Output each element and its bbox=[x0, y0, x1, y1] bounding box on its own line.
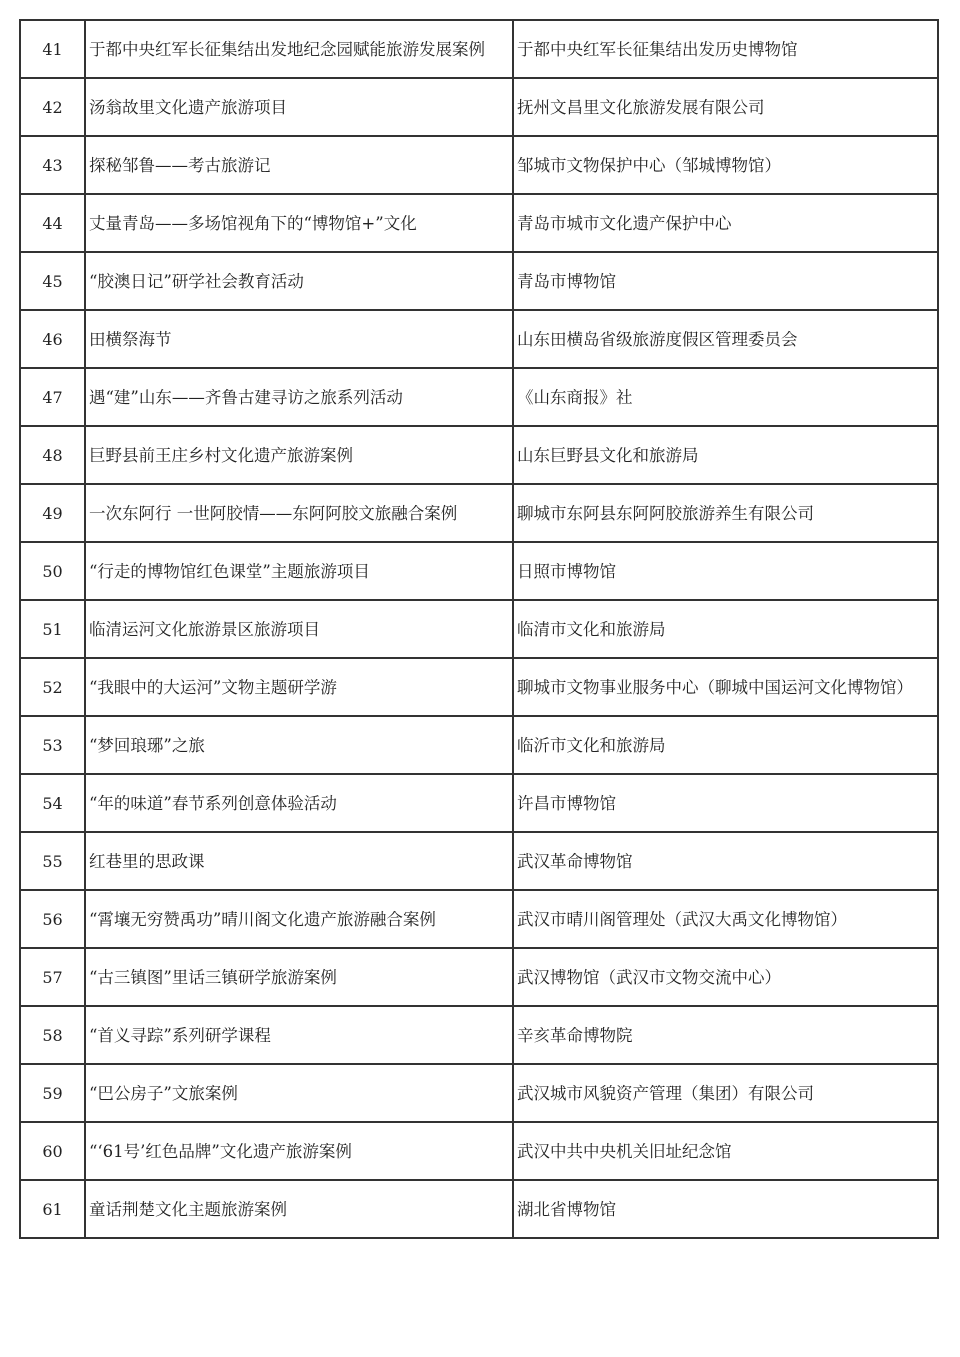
organization-cell: 湖北省博物馆 bbox=[513, 1180, 938, 1238]
row-number-cell: 48 bbox=[20, 426, 85, 484]
row-number-cell: 51 bbox=[20, 600, 85, 658]
row-number-cell: 57 bbox=[20, 948, 85, 1006]
row-number-cell: 56 bbox=[20, 890, 85, 948]
row-number-cell: 42 bbox=[20, 78, 85, 136]
case-name-cell: “古三镇图”里话三镇研学旅游案例 bbox=[85, 948, 513, 1006]
case-name-cell: “首义寻踪”系列研学课程 bbox=[85, 1006, 513, 1064]
table-row bbox=[20, 774, 938, 832]
organization-cell: 抚州文昌里文化旅游发展有限公司 bbox=[513, 78, 938, 136]
case-name-cell: 遇“建”山东——齐鲁古建寻访之旅系列活动 bbox=[85, 368, 513, 426]
table-row bbox=[20, 1122, 938, 1180]
row-number-cell: 54 bbox=[20, 774, 85, 832]
case-name-cell: 童话荆楚文化主题旅游案例 bbox=[85, 1180, 513, 1238]
case-name-cell: “霄壤无穷赞禹功”晴川阁文化遗产旅游融合案例 bbox=[85, 890, 513, 948]
case-name-cell: “年的味道”春节系列创意体验活动 bbox=[85, 774, 513, 832]
organization-cell: 日照市博物馆 bbox=[513, 542, 938, 600]
case-name-cell: 探秘邹鲁——考古旅游记 bbox=[85, 136, 513, 194]
organization-cell: 邹城市文物保护中心（邹城博物馆） bbox=[513, 136, 938, 194]
case-name-cell: 田横祭海节 bbox=[85, 310, 513, 368]
table-body bbox=[20, 20, 938, 1238]
table-row bbox=[20, 484, 938, 542]
organization-cell: 山东田横岛省级旅游度假区管理委员会 bbox=[513, 310, 938, 368]
case-name-cell: “行走的博物馆红色课堂”主题旅游项目 bbox=[85, 542, 513, 600]
table-row bbox=[20, 716, 938, 774]
row-number-cell: 61 bbox=[20, 1180, 85, 1238]
row-number-cell: 52 bbox=[20, 658, 85, 716]
organization-cell: 武汉中共中央机关旧址纪念馆 bbox=[513, 1122, 938, 1180]
organization-cell: 武汉城市风貌资产管理（集团）有限公司 bbox=[513, 1064, 938, 1122]
row-number-cell: 47 bbox=[20, 368, 85, 426]
table-row bbox=[20, 20, 938, 78]
row-number-cell: 43 bbox=[20, 136, 85, 194]
table-row bbox=[20, 948, 938, 1006]
table-row bbox=[20, 832, 938, 890]
case-name-cell: 汤翁故里文化遗产旅游项目 bbox=[85, 78, 513, 136]
case-name-cell: “‘61号’红色品牌”文化遗产旅游案例 bbox=[85, 1122, 513, 1180]
case-name-cell: 于都中央红军长征集结出发地纪念园赋能旅游发展案例 bbox=[85, 20, 513, 78]
table-row bbox=[20, 600, 938, 658]
table-row bbox=[20, 658, 938, 716]
row-number-cell: 59 bbox=[20, 1064, 85, 1122]
table-row bbox=[20, 1006, 938, 1064]
table-row bbox=[20, 78, 938, 136]
organization-cell: 山东巨野县文化和旅游局 bbox=[513, 426, 938, 484]
case-name-cell: “胶澳日记”研学社会教育活动 bbox=[85, 252, 513, 310]
organization-cell: 武汉革命博物馆 bbox=[513, 832, 938, 890]
row-number-cell: 44 bbox=[20, 194, 85, 252]
table-row bbox=[20, 136, 938, 194]
case-name-cell: 临清运河文化旅游景区旅游项目 bbox=[85, 600, 513, 658]
table-row bbox=[20, 542, 938, 600]
row-number-cell: 49 bbox=[20, 484, 85, 542]
case-name-cell: 红巷里的思政课 bbox=[85, 832, 513, 890]
row-number-cell: 41 bbox=[20, 20, 85, 78]
table-row bbox=[20, 890, 938, 948]
row-number-cell: 58 bbox=[20, 1006, 85, 1064]
organization-cell: 聊城市文物事业服务中心（聊城中国运河文化博物馆） bbox=[513, 658, 938, 716]
table-row bbox=[20, 1064, 938, 1122]
organization-cell: 临清市文化和旅游局 bbox=[513, 600, 938, 658]
row-number-cell: 55 bbox=[20, 832, 85, 890]
organization-cell: 武汉博物馆（武汉市文物交流中心） bbox=[513, 948, 938, 1006]
case-name-cell: 丈量青岛——多场馆视角下的“博物馆+”文化 bbox=[85, 194, 513, 252]
table-row bbox=[20, 1180, 938, 1238]
organization-cell: 聊城市东阿县东阿阿胶旅游养生有限公司 bbox=[513, 484, 938, 542]
case-name-cell: “梦回琅琊”之旅 bbox=[85, 716, 513, 774]
row-number-cell: 46 bbox=[20, 310, 85, 368]
case-name-cell: 巨野县前王庄乡村文化遗产旅游案例 bbox=[85, 426, 513, 484]
table-row bbox=[20, 310, 938, 368]
case-list-table bbox=[19, 19, 939, 1239]
case-name-cell: “巴公房子”文旅案例 bbox=[85, 1064, 513, 1122]
table-row bbox=[20, 426, 938, 484]
organization-cell: 许昌市博物馆 bbox=[513, 774, 938, 832]
row-number-cell: 45 bbox=[20, 252, 85, 310]
organization-cell: 青岛市城市文化遗产保护中心 bbox=[513, 194, 938, 252]
table-row bbox=[20, 368, 938, 426]
organization-cell: 青岛市博物馆 bbox=[513, 252, 938, 310]
organization-cell: 武汉市晴川阁管理处（武汉大禹文化博物馆） bbox=[513, 890, 938, 948]
row-number-cell: 50 bbox=[20, 542, 85, 600]
organization-cell: 辛亥革命博物院 bbox=[513, 1006, 938, 1064]
case-name-cell: “我眼中的大运河”文物主题研学游 bbox=[85, 658, 513, 716]
organization-cell: 于都中央红军长征集结出发历史博物馆 bbox=[513, 20, 938, 78]
case-name-cell: 一次东阿行 一世阿胶情——东阿阿胶文旅融合案例 bbox=[85, 484, 513, 542]
row-number-cell: 53 bbox=[20, 716, 85, 774]
organization-cell: 临沂市文化和旅游局 bbox=[513, 716, 938, 774]
organization-cell: 《山东商报》社 bbox=[513, 368, 938, 426]
row-number-cell: 60 bbox=[20, 1122, 85, 1180]
table-row bbox=[20, 194, 938, 252]
table-row bbox=[20, 252, 938, 310]
